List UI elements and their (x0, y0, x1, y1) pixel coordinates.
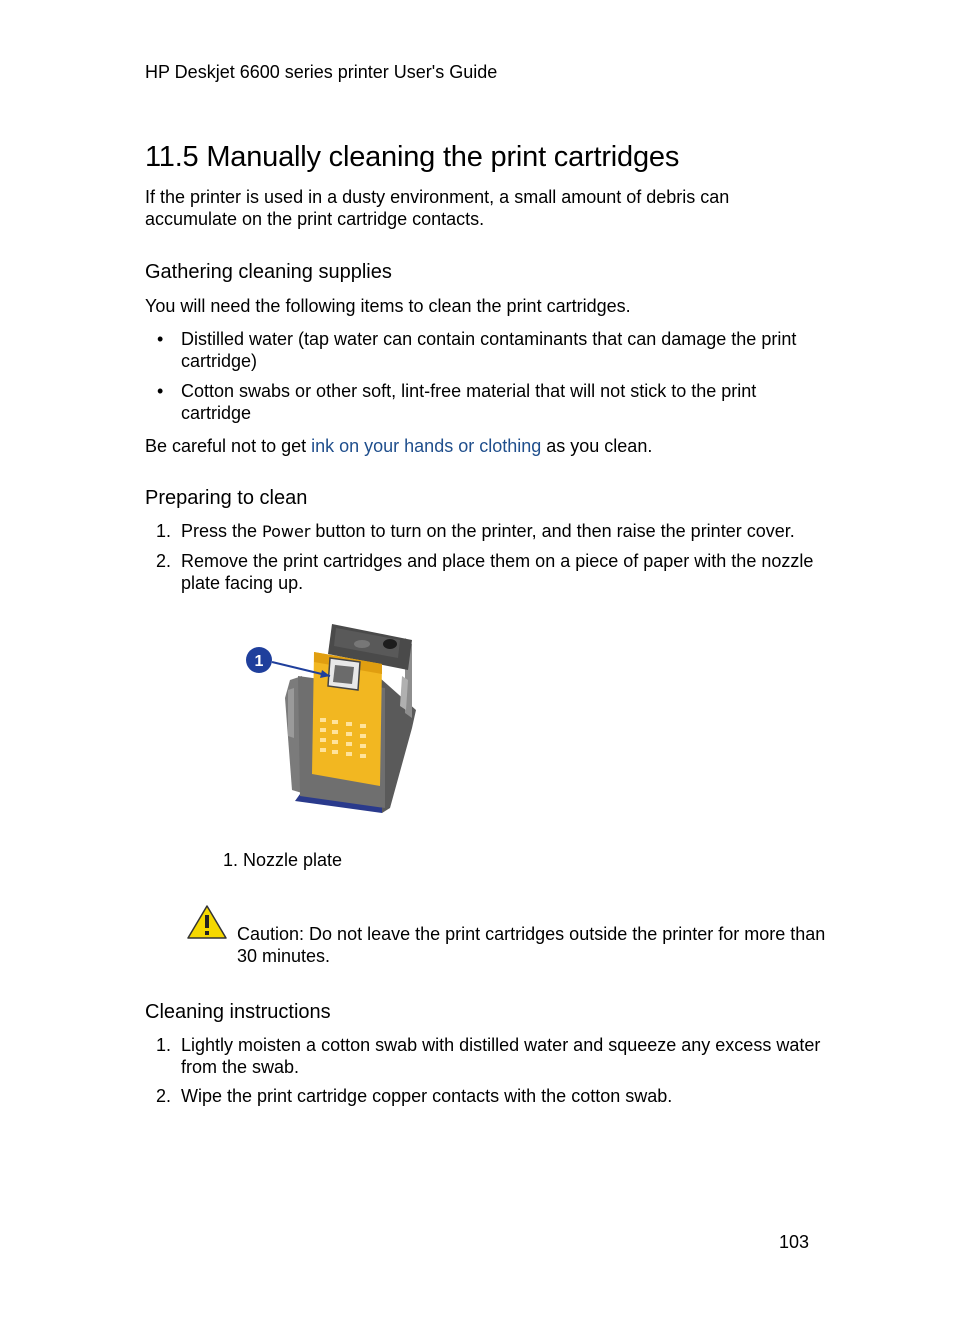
supplies-list (145, 328, 825, 424)
step-number: 1. (156, 1035, 172, 1055)
page-number: 103 (779, 1232, 810, 1252)
step-text: Lightly moisten a cotton swab with distilled water and squeeze any excess water from the swab. (181, 1035, 821, 1077)
list-item-text: Cotton swabs or other soft, lint-free material that will not stick to the print cartridge (181, 381, 757, 423)
power-label: Power (262, 522, 311, 541)
list-item (145, 1085, 825, 1107)
callout-number: 1 (254, 653, 264, 670)
ink-link[interactable]: ink on your hands or clothing (311, 436, 542, 456)
print-cartridge-illustration (240, 618, 420, 818)
figure-caption: 1. Nozzle plate (223, 850, 343, 870)
bullet-marker: • (157, 381, 164, 401)
heading-cleaning-instructions: Cleaning instructions (145, 1001, 331, 1023)
list-item (145, 1034, 825, 1078)
careful-paragraph (145, 435, 825, 457)
careful-text-after: as you clean. (541, 436, 653, 456)
preparing-steps (145, 520, 825, 594)
list-item (145, 328, 825, 372)
cleaning-steps (145, 1034, 825, 1107)
heading-preparing: Preparing to clean (145, 487, 308, 509)
bullet-marker: • (157, 329, 164, 349)
caution-text: Caution: Do not leave the print cartridges outside the printer for more than 30 minutes. (237, 924, 826, 966)
gathering-lead: You will need the following items to clean the print cartridges. (145, 296, 631, 316)
list-item (145, 520, 825, 543)
running-header: HP Deskjet 6600 series printer User's Guide (145, 62, 498, 82)
careful-text-before: Be careful not to get (145, 436, 312, 456)
list-item (145, 550, 825, 594)
list-item-text: Distilled water (tap water can contain contaminants that can damage the print cartridge) (181, 329, 797, 371)
step-number: 1. (156, 521, 172, 541)
print-cartridge-image (240, 618, 420, 818)
list-item (145, 380, 825, 424)
warning-icon (186, 904, 228, 940)
heading-gathering-supplies: Gathering cleaning supplies (145, 261, 392, 283)
intro-paragraph: If the printer is used in a dusty environment, a small amount of debris can accumulate on the print cartridge contacts. (145, 187, 730, 229)
step-number: 2. (156, 551, 172, 571)
step-text: Press the Power button to turn on the printer, and then raise the printer cover. (181, 521, 795, 541)
step-number: 2. (156, 1086, 172, 1106)
step-text: Remove the print cartridges and place them on a piece of paper with the nozzle plate facing up. (181, 551, 814, 593)
step-text: Wipe the print cartridge copper contacts with the cotton swab. (181, 1086, 673, 1106)
section-title: 11.5 Manually cleaning the print cartridges (145, 141, 680, 173)
